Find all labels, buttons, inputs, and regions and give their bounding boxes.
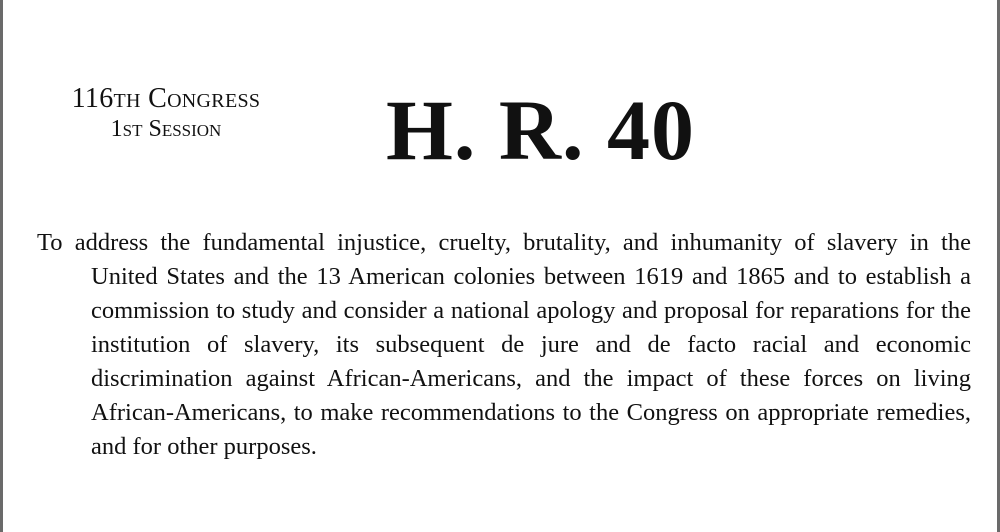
bill-number-title: H. R. 40 [386,82,695,178]
bill-purpose-text: To address the fundamental injustice, cruelty, brutality, and inhumanity of slavery in the United States and the 13 American colonies between 1619 and 1865 and to establish a commission to study and consider a national apology and proposal for reparations for the institution of slavery, its subsequent de jure and de facto racial and economic discrimination against African-Americans, and the impact of these forces on living African-Americans, to make recommendations to the Congress on appropriate remedies, and for other purposes. [37,229,971,460]
congress-session-block [21,84,311,144]
congress-label: 116th Congress [71,83,261,114]
session-label: 1st Session [110,116,222,142]
bill-purpose-paragraph [37,226,971,464]
